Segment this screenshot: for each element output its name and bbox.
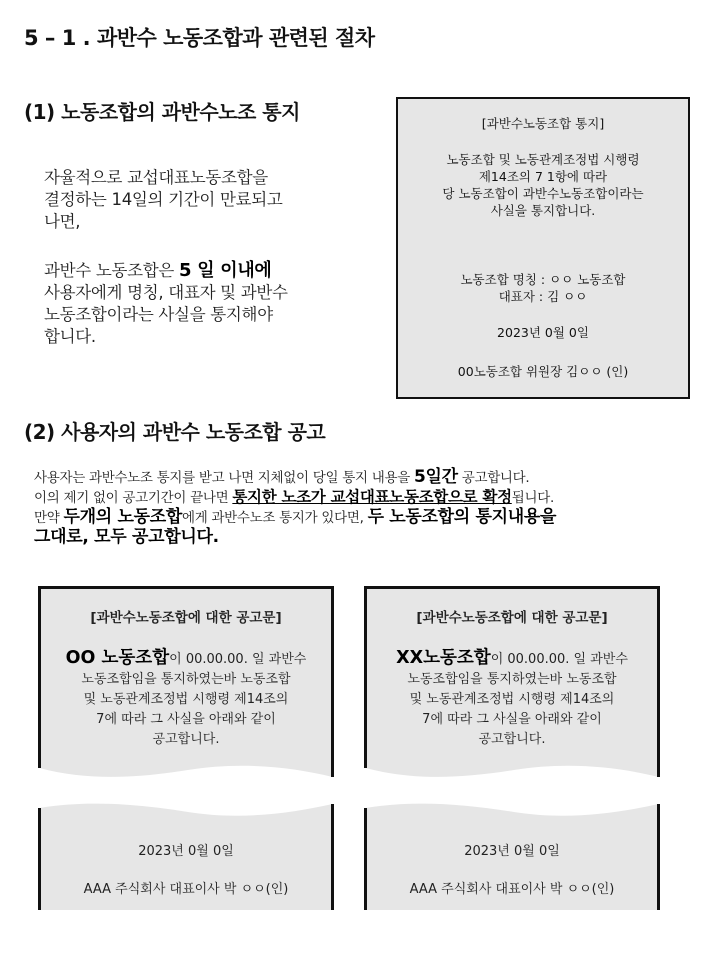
card-date: 2023년 0월 0일 (464, 844, 560, 859)
card-title: [과반수노동조합에 대한 공고문] (90, 610, 282, 626)
both-notices-highlight: 두 노동조합의 통지내용을 (367, 507, 557, 527)
card-date: 2023년 0월 0일 (138, 844, 234, 859)
section1-para1 (44, 167, 283, 233)
page-title: 5 – 1 . 과반수 노동조합과 관련된 절차 (24, 26, 375, 50)
union-name: OO 노동조합 (65, 648, 170, 668)
notice-body-line: 제14조의 7 1항에 따라 (478, 169, 608, 184)
notice-body-line: 당 노동조합이 과반수노동조합이라는 (442, 186, 644, 201)
para2-line: 사용자에게 명칭, 대표자 및 과반수 (44, 283, 288, 302)
notice-union-name: 노동조합 명칭 : ㅇㅇ 노동조합 (460, 272, 626, 287)
card-body-line (38, 648, 334, 670)
card-signature: AAA 주식회사 대표이사 박 ㅇㅇ(인) (409, 882, 615, 897)
card-body-line: 및 노동관계조정법 시행령 제14조의 (83, 692, 289, 707)
notice-title: [과반수노동조합 통지] (481, 116, 605, 131)
section1-para2 (44, 260, 288, 348)
section2-text: 만약 (34, 510, 64, 526)
para1-line: 결정하는 14일의 기간이 만료되고 (44, 190, 283, 209)
para2-line (44, 260, 288, 282)
section2-text: 이의 제기 없이 공고기간이 끝나면 (34, 490, 233, 506)
section1-title: (1) 노동조합의 과반수노조 통지 (24, 100, 300, 124)
section2-text: 사용자는 과반수노조 통지를 받고 나면 지체없이 당일 통지 내용을 (34, 470, 414, 486)
card-text-span: 이 00.00.00. 일 과반수 (490, 652, 628, 667)
section2-text: 공고합니다. (457, 470, 530, 486)
section2-line (34, 468, 556, 488)
card-body (364, 648, 660, 750)
card-body-line: 노동조합임을 통지하였는바 노동조합 (407, 672, 617, 687)
announce-all-highlight: 그대로, 모두 공고합니다. (34, 527, 219, 547)
section2-line (34, 528, 556, 548)
section2-line (34, 508, 556, 528)
notice-signature: 00노동조합 위원장 김ㅇㅇ (인) (457, 364, 629, 379)
section2-body (34, 468, 556, 548)
union-name: XX노동조합 (396, 648, 491, 668)
two-unions-highlight: 두개의 노동조합 (63, 507, 182, 527)
para1-line: 자율적으로 교섭대표노동조합을 (44, 168, 268, 187)
para2-line: 노동조합이라는 사실을 통지해야 (44, 305, 273, 324)
para2-text: 과반수 노동조합은 (44, 261, 180, 280)
card-body-line: 공고합니다. (152, 732, 220, 747)
notice-body (398, 151, 688, 219)
card-body-line: 7에 따라 그 사실을 아래와 같이 (422, 712, 602, 727)
card-body-line: 및 노동관계조정법 시행령 제14조의 (409, 692, 615, 707)
section2-line (34, 488, 556, 508)
section2-text: 에게 과반수노조 통지가 있다면, (181, 510, 368, 526)
card-title: [과반수노동조합에 대한 공고문] (416, 610, 608, 626)
deadline-highlight: 5 일 이내에 (179, 260, 272, 281)
notice-body-line: 사실을 통지합니다. (490, 203, 596, 218)
card-text-span: 이 00.00.00. 일 과반수 (169, 652, 307, 667)
section2-title: (2) 사용자의 과반수 노동조합 공고 (24, 420, 326, 444)
card-body (38, 648, 334, 750)
notice-representative: 대표자 : 김 ㅇㅇ (498, 289, 588, 304)
card-signature: AAA 주식회사 대표이사 박 ㅇㅇ(인) (83, 882, 289, 897)
period-highlight: 5일간 (413, 467, 458, 487)
card-body-line: 노동조합임을 통지하였는바 노동조합 (81, 672, 291, 687)
para2-line: 합니다. (44, 327, 96, 346)
notice-body-line: 노동조합 및 노동관계조정법 시행령 (446, 152, 640, 167)
card-body-line: 7에 따라 그 사실을 아래와 같이 (96, 712, 276, 727)
card-body-line (364, 648, 660, 670)
card-body-line: 공고합니다. (478, 732, 546, 747)
para1-line: 나면, (44, 212, 81, 231)
confirmation-highlight: 통지한 노조가 교섭대표노동조합으로 확정 (232, 488, 512, 506)
majority-union-notice-box (396, 97, 690, 399)
section2-text: 됩니다. (511, 490, 554, 506)
notice-date: 2023년 0월 0일 (497, 325, 589, 340)
